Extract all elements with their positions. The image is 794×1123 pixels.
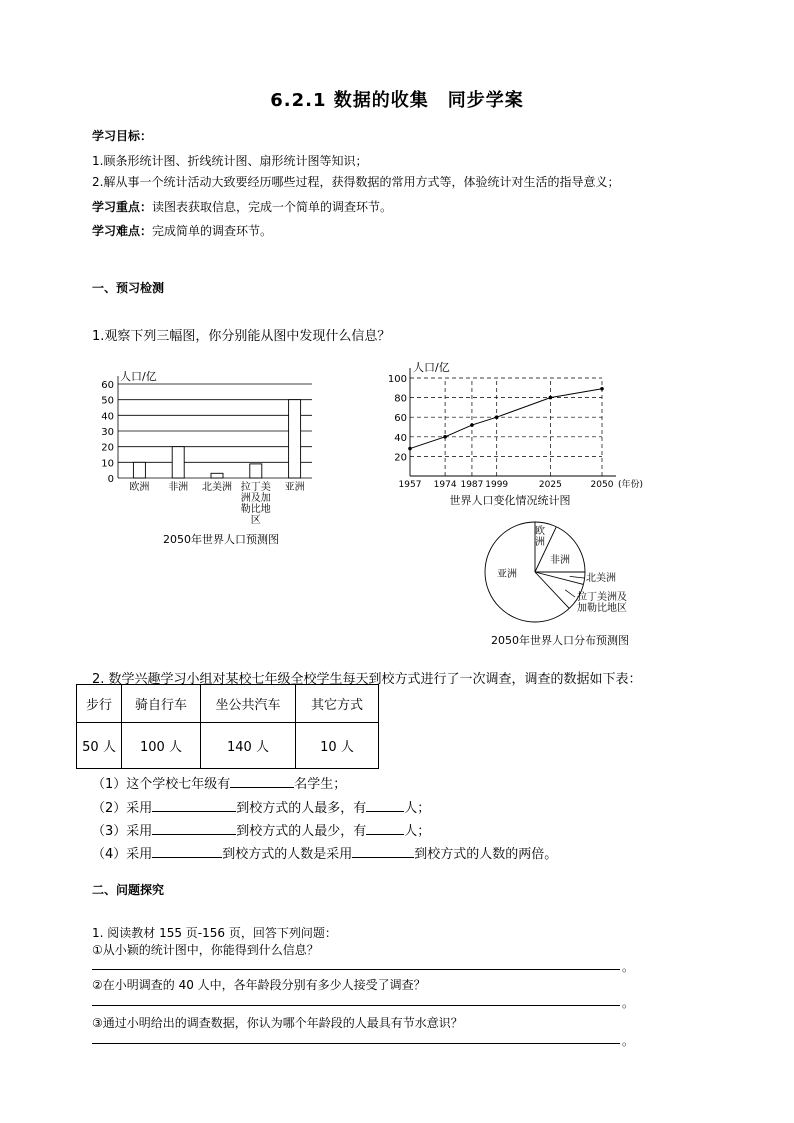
bar-y-tick-label: 0	[107, 474, 114, 485]
sub-q2-text-3: 人；	[404, 801, 431, 816]
bar	[289, 400, 301, 478]
table-header: 步行	[77, 685, 122, 723]
bar	[250, 464, 262, 478]
line-y-tick-label: 60	[394, 413, 407, 425]
sub-q1-text: （1）这个学校七年级有	[92, 777, 231, 792]
difficulty-label: 学习难点：	[92, 224, 153, 238]
line-x-tick-label: 1957	[398, 480, 422, 490]
key-point-label: 学习重点：	[92, 200, 153, 214]
objective-1: 1.顾条形统计图、折线统计图、扇形统计图等知识；	[92, 154, 368, 168]
bar-category-label: 拉丁美	[240, 482, 271, 493]
section2-sub-1: ①从小颖的统计图中，你能得到什么信息？	[92, 943, 319, 957]
pie-chart-title: 2050年世界人口分布预测图	[491, 634, 629, 647]
line-y-tick-label: 20	[394, 452, 407, 464]
line-chart	[380, 360, 680, 512]
bar-y-tick-label: 50	[101, 395, 114, 407]
line-x-tick-label: 2050	[590, 480, 614, 490]
bar-category-label: 非洲	[168, 482, 189, 493]
section2-sub-3: ③通过小明给出的调查数据，你认为哪个年龄段的人最具有节水意识？	[92, 1016, 463, 1030]
line-y-tick-label: 100	[387, 374, 407, 385]
pie-label: 加勒比地区	[577, 603, 627, 614]
objectives-heading: 学习目标：	[92, 129, 153, 143]
blank-field[interactable]	[152, 822, 236, 835]
answer-period: 。	[622, 960, 635, 974]
sub-q3-text-2: 到校方式的人最少，有	[236, 824, 367, 839]
line-y-tick-label: 40	[394, 432, 407, 444]
table-header: 其它方式	[296, 685, 379, 723]
line-y-axis-label: 人口/亿	[413, 361, 450, 374]
line-y-tick-label: 80	[394, 393, 407, 405]
table-cell: 10 人	[296, 723, 379, 769]
bar-category-label: 区	[250, 515, 261, 526]
pie-label: 北美洲	[586, 573, 616, 584]
line-point	[600, 387, 604, 391]
line-chart-title: 世界人口变化情况统计图	[449, 494, 571, 507]
bar	[133, 462, 145, 478]
line-x-tick-label: 2025	[538, 480, 562, 490]
table-header: 骑自行车	[122, 685, 201, 723]
bar-chart-title: 2050年世界人口预测图	[163, 533, 279, 546]
table-cell: 100 人	[122, 723, 201, 769]
bar-category-label: 亚洲	[284, 482, 305, 493]
objective-2: 2.解从事一个统计活动大致要经历哪些过程，获得数据的常用方式等，体验统计对生活的指导意义；	[92, 175, 620, 189]
answer-line[interactable]	[92, 1005, 620, 1006]
sub-q1-text-2: 名学生；	[294, 777, 347, 792]
line-point	[495, 415, 499, 419]
bar-chart	[95, 364, 335, 548]
bar	[211, 473, 223, 478]
line-point	[549, 396, 553, 400]
section2-question-1: 1. 阅读教材 155 页-156 页，回答下列问题：	[92, 926, 337, 940]
bar	[172, 447, 184, 478]
section2-sub-2: ②在小明调查的 40 人中，各年龄段分别有多少人接受了调查？	[92, 978, 426, 992]
blank-field[interactable]	[230, 775, 294, 788]
table-header: 坐公共汽车	[201, 685, 296, 723]
line-point	[443, 435, 447, 439]
bar-y-tick-label: 10	[101, 458, 114, 470]
sub-q3-text: （3）采用	[92, 824, 153, 839]
bar-category-label: 欧洲	[129, 482, 150, 493]
sub-question-4	[92, 843, 557, 862]
bar-y-tick-label: 60	[101, 380, 114, 391]
pie-label: 拉丁美洲及	[577, 592, 627, 603]
question-2: 2. 数学兴趣学习小组对某校七年级全校学生每天到校方式进行了一次调查，调查的数据如下表：	[92, 672, 642, 687]
line-point	[408, 447, 412, 451]
sub-q3-text-3: 人；	[404, 824, 431, 839]
blank-field[interactable]	[366, 799, 404, 812]
blank-field[interactable]	[152, 845, 222, 858]
bar-category-label: 北美洲	[202, 482, 232, 493]
answer-period: 。	[622, 1034, 635, 1048]
bar-y-tick-label: 40	[101, 411, 114, 423]
difficulty	[92, 222, 272, 239]
bar-category-label: 勒比地	[240, 504, 271, 515]
difficulty-text: 完成简单的调查环节。	[152, 224, 273, 238]
bar-y-tick-label: 20	[101, 442, 114, 454]
sub-question-1	[92, 773, 346, 792]
answer-line[interactable]	[92, 969, 620, 970]
commute-table	[76, 684, 379, 769]
line-point	[470, 423, 474, 427]
line-x-tick-label: 1974	[433, 480, 457, 490]
bar-y-tick-label: 30	[101, 427, 114, 438]
sub-q2-text: （2）采用	[92, 801, 153, 816]
page-title: 6.2.1 数据的收集 同步学案	[270, 90, 524, 111]
key-point-text: 读图表获取信息，完成一个简单的调查环节。	[152, 200, 393, 214]
blank-field[interactable]	[152, 799, 236, 812]
blank-field[interactable]	[352, 845, 414, 858]
line-x-unit-label: (年份)	[618, 480, 644, 490]
pie-label: 非洲	[550, 555, 570, 566]
sub-question-2	[92, 797, 430, 816]
bar-category-label: 洲及加	[240, 493, 271, 504]
sub-q2-text-2: 到校方式的人最多，有	[236, 801, 367, 816]
blank-field[interactable]	[366, 822, 404, 835]
pie-label: 欧	[535, 526, 545, 537]
bar-y-axis-label: 人口/亿	[120, 370, 157, 383]
answer-period: 。	[622, 996, 635, 1010]
table-cell: 140 人	[201, 723, 296, 769]
pie-chart	[475, 516, 675, 648]
section1-heading: 一、预习检测	[92, 281, 165, 295]
answer-line[interactable]	[92, 1043, 620, 1044]
line-x-tick-label: 1987	[460, 480, 484, 490]
table-cell: 50 人	[77, 723, 122, 769]
line-x-tick-label: 1999	[485, 480, 509, 490]
sub-q4-text-3: 到校方式的人数的两倍。	[414, 847, 558, 862]
sub-q4-text-2: 到校方式的人数是采用	[222, 847, 353, 862]
sub-question-3	[92, 820, 430, 839]
question-1: 1.观察下列三幅图，你分别能从图中发现什么信息？	[92, 329, 391, 344]
pie-label: 亚洲	[497, 569, 517, 580]
sub-q4-text: （4）采用	[92, 847, 153, 862]
section2-heading: 二、问题探究	[92, 883, 165, 897]
pie-label: 洲	[535, 537, 545, 548]
key-point	[92, 198, 392, 215]
